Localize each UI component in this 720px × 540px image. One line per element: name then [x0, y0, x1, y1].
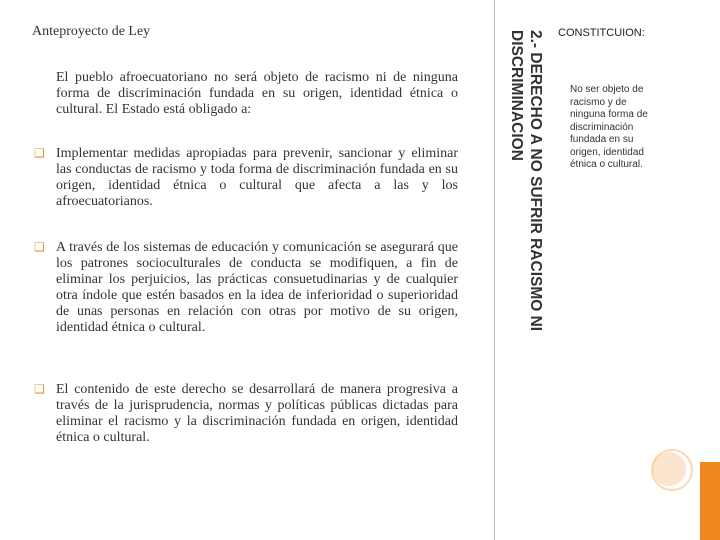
checkbox-bullet-icon: ❑ — [34, 240, 45, 254]
document-title: Anteproyecto de Ley — [32, 24, 151, 39]
constitution-text: No ser objeto de racismo y de ninguna forma de discriminación fundada en su origen, identidad étnica o cultural. — [570, 84, 648, 170]
list-item — [34, 146, 458, 240]
decorative-orange-bar — [700, 462, 720, 540]
constitution-title: CONSTITCUION: — [558, 27, 645, 39]
list-item-text: El contenido de este derecho se desarrollará de manera progresiva a través de la jurisprudencia, normas y políticas públicas dictadas para eliminar el racismo y la discriminación fundada en origen, identidad étnica o cultural. — [56, 382, 458, 445]
section-heading — [497, 30, 547, 382]
list-item-text: Implementar medidas apropiadas para prevenir, sancionar y eliminar las conductas de racismo y toda forma de discriminación fundada en su origen, identidad étnica o cultural que afecta a las y los afroecuatorianos. — [56, 146, 458, 209]
decorative-circle-fill — [652, 452, 686, 486]
checkbox-bullet-icon: ❑ — [34, 382, 45, 396]
list-item-text: A través de los sistemas de educación y comunicación se asegurará que los patrones socioculturales de conducta se modifiquen, a fin de eliminar los perjuicios, las prácticas consuetudinarias y de cualquier otra índole que estén basados en la idea de inferioridad o superioridad de unas personas en relación con otras por motivo de su origen, identidad étnica o cultural. — [56, 240, 458, 335]
vertical-divider — [494, 0, 495, 540]
section-heading-line2: DISCRIMINACION — [508, 30, 525, 161]
section-heading-line1: 2.- DERECHO A NO SUFRIR RACISMO NI — [527, 30, 544, 332]
list-item — [34, 240, 458, 382]
checkbox-bullet-icon: ❑ — [34, 146, 45, 160]
list-item — [34, 382, 458, 446]
intro-paragraph: El pueblo afroecuatoriano no será objeto de racismo ni de ninguna forma de discriminación fundada en su origen, identidad étnica o cultural. El Estado está obligado a: — [56, 70, 458, 117]
bullet-list — [34, 146, 458, 446]
